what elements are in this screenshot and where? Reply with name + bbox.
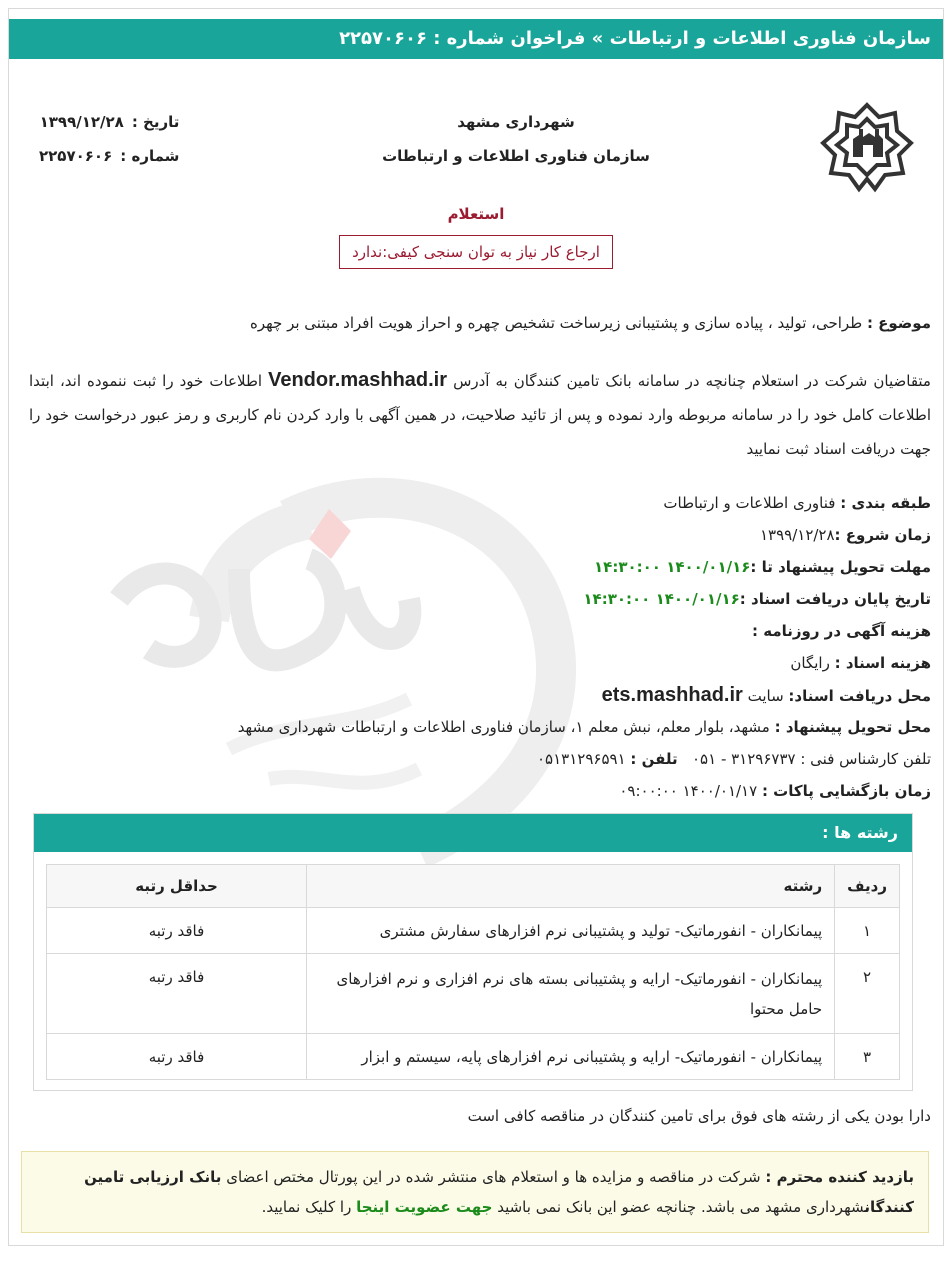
tech-phone-value: ۳۱۲۹۶۷۳۷ - ۰۵۱ [692,750,796,768]
opening-value: ۱۴۰۰/۰۱/۱۷ ۰۹:۰۰:۰۰ [619,782,758,800]
doc-end-label: تاریخ پایان دریافت اسناد : [739,590,931,608]
vendor-portal-url[interactable]: Vendor.mashhad.ir [268,369,448,391]
row-grade: فاقد رتبه [47,954,307,1034]
number-value: ۲۲۵۷۰۶۰۶ [39,147,113,165]
tender-info [31,487,931,807]
visitor-notice [21,1151,929,1233]
doc-place-row [31,679,931,711]
instructions-part1: متقاضیان شرکت در استعلام چنانچه در سامانه بانک تامین کنندگان به آدرس [453,372,931,390]
row-field: پیمانکاران - انفورماتیک- ارایه و پشتیبانی بسته های نرم افزاری و نرم افزارهای حامل محتوا [307,954,835,1034]
category-label: طبقه بندی : [840,494,931,512]
row-field: پیمانکاران - انفورماتیک- ارایه و پشتیبانی نرم افزارهای پایه، سیستم و ابزار [307,1034,835,1080]
eligibility-note: دارا بودن یکی از رشته های فوق برای تامین کنندگان در مناقصه کافی است [467,1107,931,1125]
opening-label: زمان بازگشایی پاکات : [761,782,931,800]
page-title-bar: سازمان فناوری اطلاعات و ارتباطات » فراخوان شماره : ۲۲۵۷۰۶۰۶ [9,19,943,59]
start-row [31,519,931,551]
announcement-page [8,8,944,1246]
visitor-text2: شهرداری مشهد می باشد. چنانچه عضو این بانک نمی باشید [497,1198,865,1216]
supplier-bank-name: بانک ارزیابی تامین کنندگان [84,1168,914,1216]
header-meta [39,105,179,173]
doc-place-prefix: سایت [747,687,784,705]
inquiry-title: استعلام [447,205,505,223]
subject-line [250,314,931,332]
date-value: ۱۳۹۹/۱۲/۲۸ [39,113,124,131]
start-label: زمان شروع : [834,526,931,544]
doc-cost-row [31,647,931,679]
visitor-text1: شرکت در مناقصه و مزایده ها و استعلام های منتشر شده در این پورتال مختص اعضای [226,1168,761,1186]
delivery-label: محل تحویل پیشنهاد : [774,718,931,736]
fields-table [46,864,900,1080]
delivery-value: مشهد، بلوار معلم، نبش معلم ۱، سازمان فناوری اطلاعات و ارتباطات شهرداری مشهد [237,718,770,736]
doc-place-label: محل دریافت اسناد: [788,687,931,705]
doc-place-site-link[interactable]: ets.mashhad.ir [601,684,743,706]
doc-end-row [31,583,931,615]
column-header-grade: حداقل رتبه [47,865,307,908]
table-row [47,908,900,954]
category-value: فناوری اطلاعات و ارتباطات [663,494,836,512]
start-value: ۱۳۹۹/۱۲/۲۸ [759,526,835,544]
number-label: شماره : [120,147,180,165]
quality-assessment-note: ارجاع کار نیاز به توان سنجی کیفی:ندارد [339,235,613,269]
fields-section-title: رشته ها : [34,814,912,852]
visitor-text3: را کلیک نمایید. [261,1198,352,1216]
org-name: شهرداری مشهد [457,113,575,131]
tech-phone-label: تلفن کارشناس فنی : [800,750,931,768]
row-grade: فاقد رتبه [47,908,307,954]
doc-end-value: ۱۴۰۰/۰۱/۱۶ ۱۴:۳۰:۰۰ [583,590,740,608]
org-subname: سازمان فناوری اطلاعات و ارتباطات [382,147,650,165]
visitor-label: بازدید کننده محترم : [765,1168,914,1186]
deadline-value: ۱۴۰۰/۰۱/۱۶ ۱۴:۳۰:۰۰ [594,558,751,576]
instructions-part2: اطلاعات خود را ثبت ننموده اند، ابتدا اطلاعات کامل خود را در سامانه مربوطه وارد نموده و پس از تائید صلاحیت، در همین آگهی با وارد کردن نام کاربری و رمز عبور درخواست خود را جهت دریافت اسناد ثبت نمایید [29,372,931,458]
doc-cost-value: رایگان [790,654,830,672]
subject-value: طراحی، تولید ، پیاده سازی و پشتیبانی زیرساخت تشخیص چهره و احراز هویت افراد مبتنی بر چهره [249,314,863,332]
column-header-index: ردیف [835,865,900,908]
registration-instructions [29,363,931,466]
category-row [31,487,931,519]
fields-section [33,813,913,1091]
doc-cost-label: هزینه اسناد : [834,654,931,672]
newspaper-cost-label: هزینه آگهی در روزنامه : [752,622,931,640]
opening-row [31,775,931,807]
phone-row [31,743,931,775]
table-row [47,954,900,1034]
date-label: تاریخ : [131,113,180,131]
deadline-label: مهلت تحویل پیشنهاد تا : [750,558,931,576]
row-grade: فاقد رتبه [47,1034,307,1080]
newspaper-cost-row [31,615,931,647]
row-index: ۱ [835,908,900,954]
subject-label: موضوع : [866,314,931,332]
table-row [47,1034,900,1080]
row-index: ۳ [835,1034,900,1080]
membership-link[interactable]: جهت عضویت اینجا [356,1198,493,1216]
table-header-row [47,865,900,908]
row-field: پیمانکاران - انفورماتیک- تولید و پشتیبانی نرم افزارهای سفارش مشتری [307,908,835,954]
row-index: ۲ [835,954,900,1034]
phone-value: ۰۵۱۳۱۲۹۶۵۹۱ [537,750,626,768]
delivery-row [31,711,931,743]
column-header-field: رشته [307,865,835,908]
phone-label: تلفن : [630,750,678,768]
deadline-row [31,551,931,583]
